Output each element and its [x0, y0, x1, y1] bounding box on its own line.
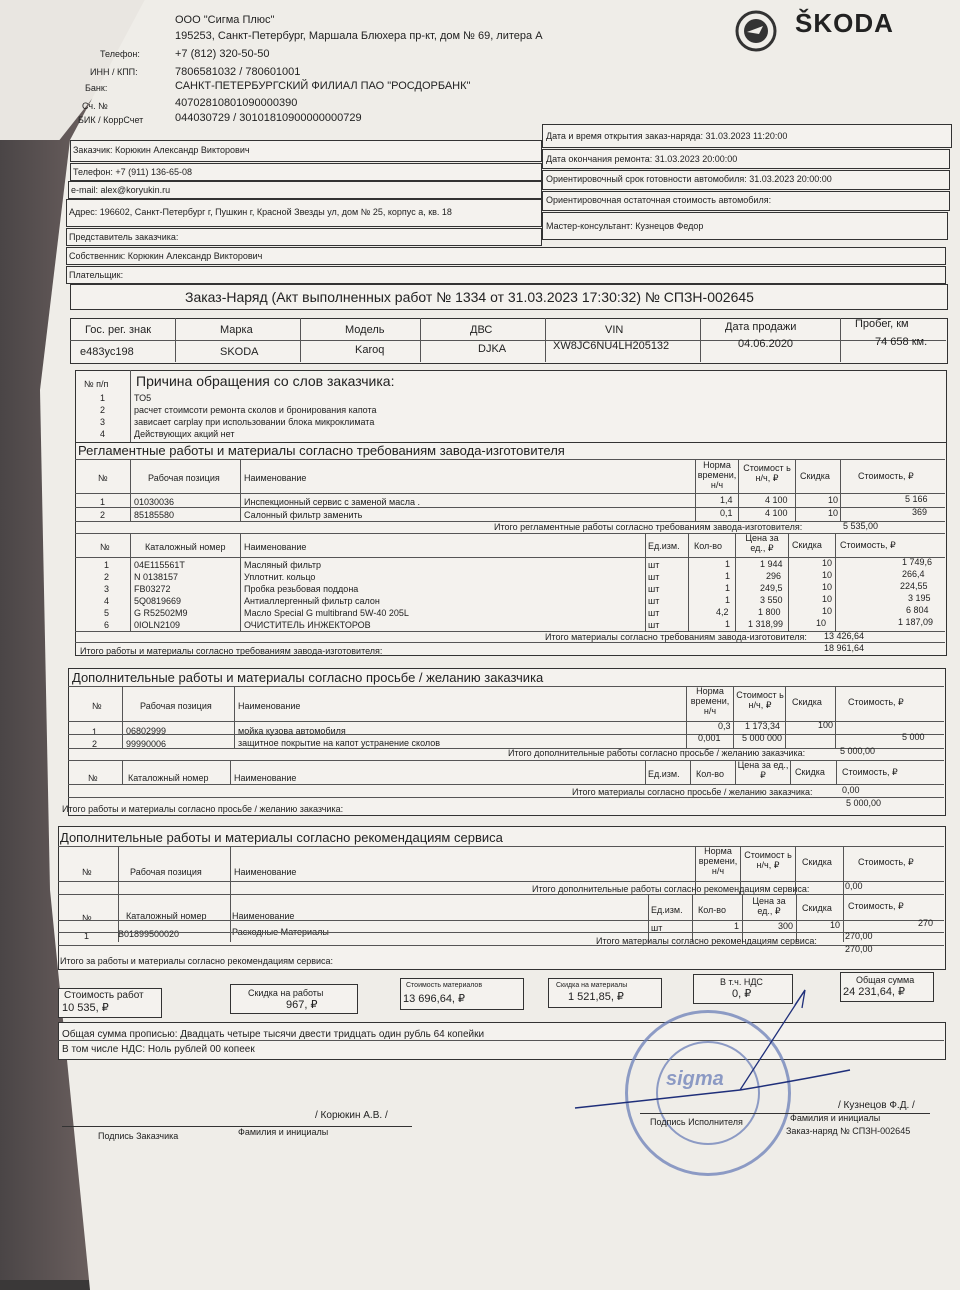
reg-mat-header-discount: Скидка — [792, 540, 822, 550]
reg-mat-3-discount: 10 — [822, 582, 833, 592]
reg-work-2-norm: 0,1 — [720, 508, 733, 518]
rec-mat-total-label: Итого материалы согласно рекомендациям сервиса: — [596, 936, 817, 946]
company-name: ООО "Сигма Плюс" — [175, 14, 275, 26]
add-work-header-norm: Норма времени, н/ч — [690, 686, 730, 716]
summary-works-value: 10 535, ₽ — [62, 1002, 109, 1014]
car-model: Karoq — [355, 344, 385, 356]
car-mileage: 74 658 км. — [875, 336, 928, 348]
add-mat-header-catalog: Каталожный номер — [128, 773, 209, 783]
car-header-mileage: Пробег, км — [855, 318, 909, 330]
reg-works-total-label: Итого регламентные работы согласно требованиям завода-изготовителя: — [494, 522, 803, 532]
car-brand: SKODA — [220, 346, 259, 358]
reg-mat-5-cost: 6 804 — [906, 605, 929, 615]
add-work-2-name: защитное покрытие на капот устранение сколов — [238, 738, 441, 748]
document-title: Заказ-Наряд (Акт выполненных работ № 1334 от 31.03.2023 17:30:32) № СПЗН-002645 — [185, 289, 754, 305]
reg-work-2-position: 85185580 — [134, 510, 175, 520]
vat-in-words: В том числе НДС: Ноль рублей 00 копеек — [62, 1044, 255, 1055]
add-work-1-norm: 0,3 — [718, 721, 731, 731]
reg-mat-5-num: 5 — [104, 608, 110, 618]
reason-num-2: 2 — [100, 405, 106, 415]
car-header-brand: Марка — [220, 324, 253, 336]
add-work-2-position: 99990006 — [126, 739, 167, 749]
car-header-engine: ДВС — [470, 324, 493, 336]
reg-total: 18 961,64 — [824, 643, 865, 653]
reg-mat-5-price: 1 800 — [758, 607, 781, 617]
order-open: Дата и время открытия заказ-наряда: 31.03.2023 11:20:00 — [546, 131, 788, 141]
reg-mat-2-catalog: N 0138157 — [134, 572, 179, 582]
reg-mat-header-price: Цена за ед., ₽ — [745, 533, 779, 553]
add-mat-header-cost: Стоимость, ₽ — [842, 767, 898, 777]
rec-mat-header-cost: Стоимость, ₽ — [848, 901, 904, 911]
reg-work-header-name: Наименование — [244, 473, 307, 483]
add-work-header-position: Рабочая позиция — [140, 701, 212, 711]
rec-work-header-name: Наименование — [234, 867, 297, 877]
rec-mat-1-cost: 270 — [918, 918, 934, 928]
customer-email: e-mail: alex@koryukin.ru — [71, 185, 171, 195]
rec-works-total: 0,00 — [845, 881, 863, 891]
add-work-header-discount: Скидка — [792, 697, 822, 707]
add-mat-header-discount: Скидка — [795, 767, 825, 777]
rec-work-header-position: Рабочая позиция — [130, 867, 202, 877]
reg-mat-6-unit: шт — [648, 620, 660, 630]
reg-mat-3-cost: 224,55 — [900, 581, 928, 591]
add-work-header-cost: Стоимость, ₽ — [848, 697, 904, 707]
car-vin: XW8JC6NU4LH205132 — [553, 340, 670, 352]
reg-work-2-cost: 369 — [912, 507, 928, 517]
summary-materials-discount-label: Скидка на материалы — [556, 982, 628, 989]
reg-mat-6-name: ОЧИСТИТЕЛЬ ИНЖЕКТОРОВ — [244, 620, 371, 630]
reg-work-header-rate: Стоимост ь н/ч, ₽ — [743, 463, 791, 483]
reason-num-4: 4 — [100, 429, 106, 439]
rec-mat-header-price: Цена за ед., ₽ — [752, 896, 786, 916]
reg-mat-2-num: 2 — [104, 572, 110, 582]
reg-mat-4-unit: шт — [648, 596, 660, 606]
company-inn: 7806581032 / 780601001 — [175, 66, 301, 78]
rec-work-header-cost: Стоимость, ₽ — [858, 857, 914, 867]
reason-text-4: Действующих акций нет — [134, 429, 235, 439]
summary-works-discount-value: 967, ₽ — [286, 999, 318, 1011]
add-work-2-num: 2 — [92, 739, 98, 749]
order-cost: Ориентировочная остаточная стоимость автомобиля: — [546, 195, 772, 205]
reg-work-1-norm: 1,4 — [720, 495, 733, 505]
reg-work-1-position: 01030036 — [134, 497, 175, 507]
rec-mat-header-unit: Ед.изм. — [651, 905, 683, 915]
add-mat-header-num: № — [88, 773, 98, 783]
reg-mat-2-price: 296 — [766, 571, 782, 581]
stamp-logo: sigma — [666, 1068, 724, 1090]
reg-works-total: 5 535,00 — [843, 521, 879, 531]
reg-work-1-num: 1 — [100, 497, 106, 507]
reason-text-3: зависает carplay при использовании блока микроклимата — [134, 417, 375, 427]
order-ready: Ориентировочный срок готовности автомобиля: 31.03.2023 20:00:00 — [546, 174, 832, 184]
add-total-label: Итого работы и материалы согласно просьбе / желанию заказчика: — [62, 804, 344, 814]
representative: Представитель заказчика: — [69, 232, 179, 242]
reg-mat-header-name: Наименование — [244, 542, 307, 552]
reg-total-label: Итого работы и материалы согласно требованиям завода-изготовителя: — [80, 646, 383, 656]
rec-mat-1-discount: 10 — [830, 920, 841, 930]
reg-mat-2-cost: 266,4 — [902, 569, 925, 579]
add-work-header-rate: Стоимост ь н/ч, ₽ — [736, 690, 784, 710]
add-title: Дополнительные работы и материалы согласно просьбе / желанию заказчика — [72, 670, 544, 685]
car-header-vin: VIN — [605, 324, 624, 336]
reg-mat-5-unit: шт — [648, 608, 660, 618]
add-mat-header-qty: Кол-во — [696, 769, 724, 779]
reasons-title: Причина обращения со слов заказчика: — [136, 373, 395, 389]
rec-mat-header-qty: Кол-во — [698, 905, 726, 915]
reg-mat-header-catalog: Каталожный номер — [145, 542, 226, 552]
amount-in-words: Общая сумма прописью: Двадцать четыре тысячи двести тридцать один рубль 64 копейки — [62, 1029, 485, 1040]
add-mat-header-name: Наименование — [234, 773, 297, 783]
reg-mat-1-unit: шт — [648, 560, 660, 570]
payer: Плательщик: — [69, 270, 124, 280]
car-sale-date: 04.06.2020 — [738, 338, 794, 350]
reg-work-1-cost: 5 166 — [905, 494, 928, 504]
rec-total-label: Итого за работы и материалы согласно рекомендациям сервиса: — [60, 956, 334, 966]
rec-title: Дополнительные работы и материалы согласно рекомендациям сервиса — [60, 830, 503, 845]
customer-address: Адрес: 196602, Санкт-Петербург г, Пушкин г, Красной Звезды ул, дом № 25, корпус а, кв. 18 — [69, 207, 452, 217]
rec-mat-header-discount: Скидка — [802, 903, 832, 913]
reg-mat-total: 13 426,64 — [824, 631, 865, 641]
reg-mat-1-discount: 10 — [822, 558, 833, 568]
reg-mat-4-cost: 3 195 — [908, 593, 931, 603]
reg-mat-header-unit: Ед.изм. — [648, 541, 680, 551]
rec-mat-1-qty: 1 — [734, 921, 740, 931]
reg-mat-1-num: 1 — [104, 560, 110, 570]
company-bik: 044030729 / 30101810900000000729 — [175, 112, 362, 124]
reg-mat-5-catalog: G R52502M9 — [134, 608, 188, 618]
bank-label: Банк: — [85, 83, 108, 93]
add-work-header-name: Наименование — [238, 701, 301, 711]
executor-signature-name: / Кузнецов Ф.Д. / — [838, 1100, 915, 1111]
rec-mat-header-num: № — [82, 913, 92, 923]
reg-mat-6-catalog: 0IOLN2109 — [134, 620, 181, 630]
add-work-header-num: № — [92, 701, 102, 711]
reg-mat-5-qty: 4,2 — [716, 607, 729, 617]
rec-mat-1-unit: шт — [651, 923, 663, 933]
rec-mat-header-catalog: Каталожный номер — [126, 911, 207, 921]
car-plate: е483ус198 — [80, 346, 134, 358]
reg-work-1-discount: 10 — [828, 495, 839, 505]
reg-mat-2-name: Уплотнит. кольцо — [244, 572, 316, 582]
owner: Собственник: Корюкин Александр Викторович — [69, 251, 263, 261]
executor-fio-caption: Фамилия и инициалы — [790, 1113, 881, 1123]
reg-mat-5-discount: 10 — [822, 606, 833, 616]
order-reference: Заказ-наряд № СПЗН-002645 — [786, 1126, 911, 1136]
customer-phone: Телефон: +7 (911) 136-65-08 — [73, 167, 192, 177]
reg-mat-1-name: Масляный фильтр — [244, 560, 321, 570]
add-mat-total: 0,00 — [842, 785, 860, 795]
reg-work-header-cost: Стоимость, ₽ — [858, 471, 914, 481]
reg-mat-header-cost: Стоимость, ₽ — [840, 540, 896, 550]
add-work-1-rate: 1 173,34 — [745, 721, 781, 731]
car-header-model: Модель — [345, 324, 385, 336]
reg-mat-4-catalog: 5Q0819669 — [134, 596, 182, 606]
reg-mat-3-price: 249,5 — [760, 583, 783, 593]
reg-mat-1-catalog: 04E115561T — [134, 560, 185, 570]
add-work-2-cost: 5 000 — [902, 732, 925, 742]
skoda-emblem-icon — [735, 10, 777, 52]
reason-num-1: 1 — [100, 393, 106, 403]
reason-text-2: расчет стоимсоти ремонта сколов и бронирования капота — [134, 405, 377, 415]
reason-text-1: ТО5 — [134, 393, 152, 403]
reg-work-header-position: Рабочая позиция — [148, 473, 220, 483]
add-works-total-label: Итого дополнительные работы согласно просьбе / желанию заказчика: — [508, 748, 806, 758]
summary-vat-value: 0, ₽ — [732, 988, 752, 1000]
rec-mat-1-price: 300 — [778, 921, 794, 931]
reasons-num-header: № п/п — [84, 379, 109, 389]
rec-work-header-discount: Скидка — [802, 857, 832, 867]
add-mat-total-label: Итого материалы согласно просьбе / желанию заказчика: — [572, 787, 813, 797]
order-end: Дата окончания ремонта: 31.03.2023 20:00:00 — [546, 154, 738, 164]
rec-mat-1-name: Расходные Материалы — [232, 927, 329, 937]
phone-label: Телефон: — [100, 49, 140, 59]
reg-work-1-name: Инспекционный сервис с заменой масла . — [244, 497, 420, 507]
customer-signature-name: / Корюкин А.В. / — [315, 1110, 388, 1121]
reg-mat-4-price: 3 550 — [760, 595, 783, 605]
reg-mat-3-name: Пробка резьбовая поддона — [244, 584, 359, 594]
car-engine: DJKA — [478, 343, 507, 355]
reg-title: Регламентные работы и материалы согласно требованиям завода-изготовителя — [78, 443, 565, 458]
add-total: 5 000,00 — [846, 798, 882, 808]
reg-mat-total-label: Итого материалы согласно требованиям завода-изготовителя: — [545, 632, 807, 642]
summary-works-discount-label: Скидка на работы — [248, 988, 324, 998]
summary-materials-label: Стоимость материалов — [406, 982, 483, 989]
add-mat-header-unit: Ед.изм. — [648, 769, 680, 779]
add-work-1-discount: 100 — [818, 720, 834, 730]
summary-total-label: Общая сумма — [856, 975, 915, 985]
rec-works-total-label: Итого дополнительные работы согласно рекомендациям сервиса: — [532, 884, 810, 894]
reg-mat-2-unit: шт — [648, 572, 660, 582]
rec-work-header-norm: Норма времени, н/ч — [698, 846, 738, 876]
company-phone: +7 (812) 320-50-50 — [175, 48, 270, 60]
reg-mat-3-num: 3 — [104, 584, 110, 594]
reg-mat-1-price: 1 944 — [760, 559, 783, 569]
car-header-plate: Гос. рег. знак — [85, 324, 152, 336]
rec-mat-header-name: Наименование — [232, 911, 295, 921]
company-address: 195253, Санкт-Петербург, Маршала Блюхера пр-кт, дом № 69, литера А — [175, 30, 543, 42]
reg-work-1-rate: 4 100 — [765, 495, 788, 505]
reg-mat-3-catalog: FB03272 — [134, 584, 171, 594]
customer-sign-caption: Подпись Заказчика — [98, 1131, 179, 1141]
reg-mat-4-discount: 10 — [822, 594, 833, 604]
reg-mat-header-num: № — [100, 542, 110, 552]
reason-num-3: 3 — [100, 417, 106, 427]
car-header-sale-date: Дата продажи — [725, 321, 797, 333]
bik-label: БИК / КоррСчет — [78, 115, 144, 125]
rec-total: 270,00 — [845, 944, 873, 954]
reg-work-2-num: 2 — [100, 510, 106, 520]
reg-mat-6-qty: 1 — [725, 619, 731, 629]
account-label: Сч. № — [82, 101, 108, 111]
reg-work-2-rate: 4 100 — [765, 508, 788, 518]
summary-works-label: Стоимость работ — [64, 990, 144, 1001]
company-account: 40702810801090000390 — [175, 97, 298, 109]
summary-materials-value: 13 696,64, ₽ — [403, 993, 466, 1005]
rec-mat-total: 270,00 — [845, 931, 873, 941]
reg-mat-5-name: Масло Special G multibrand 5W-40 205L — [244, 608, 409, 618]
add-work-2-norm: 0,001 — [698, 733, 721, 743]
add-work-2-rate: 5 000 000 — [742, 733, 783, 743]
reg-mat-6-discount: 10 — [816, 618, 827, 628]
rec-mat-1-num: 1 — [84, 931, 90, 941]
company-bank: САНКТ-ПЕТЕРБУРГСКИЙ ФИЛИАЛ ПАО "РОСДОРБАНК" — [175, 80, 471, 92]
reg-work-2-name: Салонный фильтр заменить — [244, 510, 363, 520]
reg-mat-1-cost: 1 749,6 — [902, 557, 933, 567]
rec-mat-1-catalog: B01899500020 — [118, 929, 180, 939]
add-work-1-num: 1 — [92, 727, 98, 737]
reg-work-header-norm: Норма времени, н/ч — [697, 460, 737, 490]
reg-work-header-num: № — [98, 473, 108, 483]
reg-work-header-discount: Скидка — [800, 471, 830, 481]
rec-work-header-rate: Стоимост ь н/ч, ₽ — [744, 850, 792, 870]
reg-mat-6-num: 6 — [104, 620, 110, 630]
summary-total-value: 24 231,64, ₽ — [843, 986, 906, 998]
reg-mat-6-price: 1 318,99 — [748, 619, 784, 629]
add-mat-header-price: Цена за ед., ₽ — [737, 760, 789, 780]
reg-mat-3-qty: 1 — [725, 583, 731, 593]
inn-label: ИНН / КПП: — [90, 67, 138, 77]
brand-name: ŠKODA — [795, 8, 894, 38]
reg-mat-4-num: 4 — [104, 596, 110, 606]
add-work-1-position: 06802999 — [126, 726, 167, 736]
reg-mat-2-discount: 10 — [822, 570, 833, 580]
summary-vat-label: В т.ч. НДС — [720, 977, 763, 987]
reg-work-2-discount: 10 — [828, 508, 839, 518]
reg-mat-6-cost: 1 187,09 — [898, 617, 934, 627]
reg-mat-4-name: Антиаллергенный фильтр салон — [244, 596, 380, 606]
customer-fio-caption: Фамилия и инициалы — [238, 1127, 329, 1137]
reg-mat-1-qty: 1 — [725, 559, 731, 569]
reg-mat-2-qty: 1 — [725, 571, 731, 581]
reg-mat-3-unit: шт — [648, 584, 660, 594]
order-master: Мастер-консультант: Кузнецов Федор — [546, 221, 704, 231]
customer-name: Заказчик: Корюкин Александр Викторович — [73, 145, 250, 155]
add-work-1-name: мойка кузова автомобиля — [238, 726, 346, 736]
summary-materials-discount-value: 1 521,85, ₽ — [568, 991, 624, 1003]
rec-work-header-num: № — [82, 867, 92, 877]
reg-mat-header-qty: Кол-во — [694, 541, 722, 551]
executor-signature — [570, 980, 860, 1130]
reg-mat-4-qty: 1 — [725, 595, 731, 605]
executor-sign-caption: Подпись Исполнителя — [650, 1117, 743, 1127]
add-works-total: 5 000,00 — [840, 746, 876, 756]
